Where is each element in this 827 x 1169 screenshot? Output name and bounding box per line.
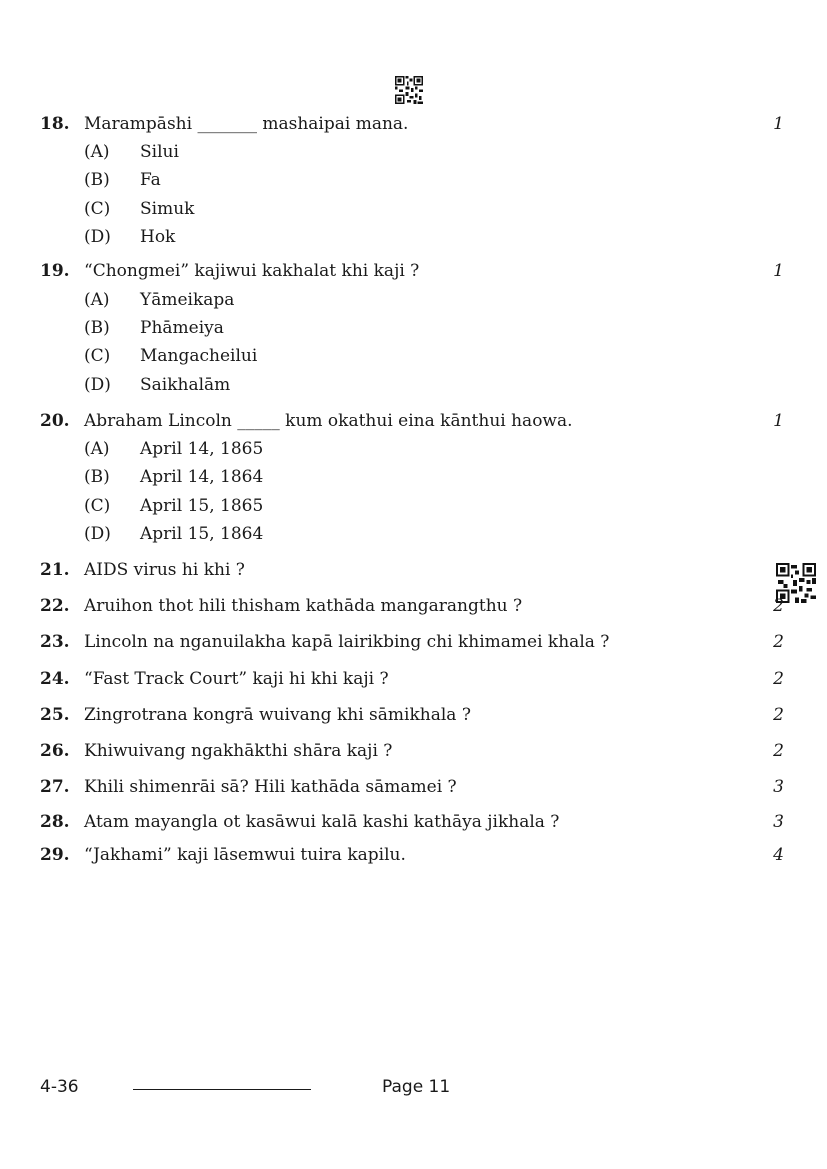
question-number: 19. <box>40 261 70 281</box>
marks: 1 <box>773 261 784 281</box>
option-text: April 15, 1865 <box>140 496 264 516</box>
marks: 1 <box>773 411 784 431</box>
option-text: Mangacheilui <box>140 346 258 366</box>
option-text: Fa <box>140 170 161 190</box>
marks: 3 <box>773 812 784 832</box>
option-text: Saikhalām <box>140 375 231 395</box>
marks: 2 <box>773 741 784 761</box>
question-text: Atam mayangla ot kasāwui kalā kashi kathāya jikhala ? <box>84 812 560 832</box>
question-text: Lincoln na nganuilakha kapā lairikbing chi khimamei khala ? <box>84 632 610 652</box>
option-text: Yāmeikapa <box>140 290 235 310</box>
question-number: 18. <box>40 114 70 134</box>
question-number: 22. <box>40 596 70 616</box>
question-number: 20. <box>40 411 70 431</box>
option-label: (D) <box>84 375 111 395</box>
question-number: 28. <box>40 812 70 832</box>
option-label: (B) <box>84 170 110 190</box>
marks: 3 <box>773 777 784 797</box>
question-text: AIDS virus hi khi ? <box>84 560 245 580</box>
footer-divider <box>133 1089 311 1090</box>
option-text: April 15, 1864 <box>140 524 264 544</box>
option-label: (C) <box>84 496 111 516</box>
option-label: (D) <box>84 524 111 544</box>
question-number: 25. <box>40 705 70 725</box>
option-label: (A) <box>84 142 110 162</box>
option-text: Hok <box>140 227 176 247</box>
marks: 2 <box>773 705 784 725</box>
page-footer <box>0 1077 827 1101</box>
question-number: 27. <box>40 777 70 797</box>
qr-code-icon <box>395 76 423 104</box>
option-text: Phāmeiya <box>140 318 224 338</box>
marks: 1 <box>773 114 784 134</box>
option-text: April 14, 1865 <box>140 439 264 459</box>
marks: 2 <box>773 596 784 616</box>
question-text: “Jakhami” kaji lāsemwui tuira kapilu. <box>84 845 406 865</box>
question-text: Marampāshi _______ mashaipai mana. <box>84 114 409 134</box>
option-label: (A) <box>84 439 110 459</box>
page-number: Page 11 <box>382 1077 451 1097</box>
question-number: 24. <box>40 669 70 689</box>
marks: 2 <box>773 669 784 689</box>
option-label: (A) <box>84 290 110 310</box>
question-text: “Chongmei” kajiwui kakhalat khi kaji ? <box>84 261 420 281</box>
question-number: 29. <box>40 845 70 865</box>
question-text: Aruihon thot hili thisham kathāda mangarangthu ? <box>84 596 523 616</box>
question-number: 26. <box>40 741 70 761</box>
question-text: “Fast Track Court” kaji hi khi kaji ? <box>84 669 389 689</box>
paper-code: 4-36 <box>40 1077 79 1097</box>
question-number: 21. <box>40 560 70 580</box>
option-label: (B) <box>84 467 110 487</box>
question-text: Zingrotrana kongrā wuivang khi sāmikhala ? <box>84 705 471 725</box>
option-text: Silui <box>140 142 179 162</box>
option-text: April 14, 1864 <box>140 467 264 487</box>
option-label: (D) <box>84 227 111 247</box>
option-label: (C) <box>84 199 111 219</box>
option-label: (B) <box>84 318 110 338</box>
question-text: Abraham Lincoln _____ kum okathui eina kānthui haowa. <box>84 411 573 431</box>
marks: 4 <box>773 845 784 865</box>
option-label: (C) <box>84 346 111 366</box>
question-text: Khili shimenrāi sā? Hili kathāda sāmamei ? <box>84 777 457 797</box>
marks: 2 <box>773 632 784 652</box>
option-text: Simuk <box>140 199 195 219</box>
question-text: Khiwuivang ngakhākthi shāra kaji ? <box>84 741 393 761</box>
question-number: 23. <box>40 632 70 652</box>
